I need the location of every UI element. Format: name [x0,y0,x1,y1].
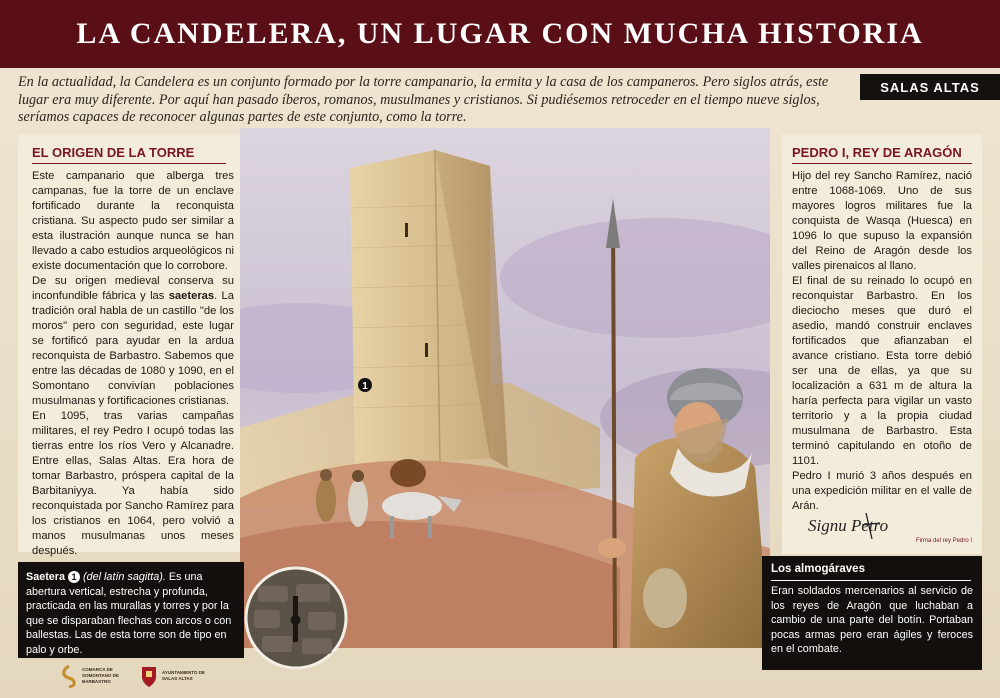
origin-paragraph: De su origen medieval conserva su inconfundible fábrica y las [32,275,234,302]
saetera-etymology: (del latín sagitta). [83,571,166,583]
saetera-marker [358,378,372,392]
signature-caption: Firma del rey Pedro I [916,538,973,544]
origin-title: EL ORIGEN DE LA TORRE [32,145,195,160]
signature-text: Signu Petro [808,516,889,535]
marker-number: 1 [362,381,368,392]
almogavares-box [762,556,982,670]
pedro-title: PEDRO I, REY DE ARAGÓN [792,145,962,160]
location-tag: SALAS ALTAS [860,74,1000,100]
salas-altas-label: AYUNTAMIENTO DE SALAS ALTAS [162,670,205,681]
almogavares-title: Los almogáraves [771,563,865,575]
salas-altas-shield-icon [140,664,158,688]
royal-signature [806,507,926,543]
saetera-box [18,562,244,658]
saetera-definition [26,570,236,657]
saetera-marker-badge: 1 [68,571,80,583]
origin-text [32,169,234,559]
origin-paragraph: Este campanario que alberga tres campanas, fue la torre de un enclave fortificado durante la reconquista cristiana. Su aspecto pudo ser similar a esta ilustración aunque nunca se han llevado a cabo estudios arqueológicos ni existe documentación que lo corrobore. [32,170,234,272]
somontano-emblem-icon [60,664,78,688]
origin-paragraph: . La tradición oral habla de un castillo "de los moros" pero con seguridad, este lugar se fortificó para ayudar en la ardua reconquista de Barbastro. Sabemos que entre las décadas de 1080 y 1090, en el Somontano convivían poblaciones musulmanas y fortificaciones cristianas. [32,290,234,407]
pedro-rule [792,163,972,164]
somontano-label: COMARCA DE SOMONTANO DE BARBASTRO [82,667,119,684]
saetera-text: Es una abertura vertical, estrecha y profunda, practicada en las murallas y torres y por la que se disparaban flechas con arcos o con ballestas. Las de esta torre son de tipo en palo y orbe. [26,571,232,656]
origin-paragraph: En 1095, tras varias campañas militares, el rey Pedro I ocupó todas las tierras entre los ríos Vero y Alcanadre. Entre ellas, Salas Altas. Era hora de tomar Barbastro, próspera capital de la Barbitaniyya. Ya había sido reconquistada por Sancho Ramírez para los cristianos en 1064, pero volvió a manos musulmanas unos meses después. [32,410,234,557]
saetera-photo [244,566,348,670]
pedro-paragraph: El final de su reinado lo ocupó en reconquistar Barbastro. En los dieciocho meses que duró el asedio, mandó construir enclaves fortificados que afianzaban el avance cristiano. Esta torre debió ser una de ellas, ya que su localización a 631 m de altura la haría perfecta para vigilar un vasto territorio y a la propia ciudad musulmana de Barbastro. Esta terminó capitulando en otoño de 1101. [792,275,972,467]
almogavares-text: Eran soldados mercenarios al servicio de los reyes de Aragón que luchaban a cambio de una parte del botín. Portaban pocas armas pero eran ágiles y feroces en el combate. [771,585,973,655]
pedro-paragraph: Hijo del rey Sancho Ramírez, nació entre 1068-1069. Uno de sus mayores logros militares fue la conquista de Wasqa (Huesca) en 1096 lo que supuso la expansión del Reino de Aragón desde los valles pirenaicos al llano. [792,170,972,272]
pedro-paragraph: Pedro I murió 3 años después en una expedición militar en el valle de Arán. [792,470,972,512]
almogavares-rule [771,580,971,581]
origin-rule [32,163,226,164]
intro-text: En la actualidad, la Candelera es un conjunto formado por la torre campanario, la ermita y la casa de los campaneros. Pero siglos atrás, este lugar era muy diferente. Por aquí han pasado íberos, romanos, musulmanes y cristianos. Si pudiésemos retroceder en el tiempo nueve siglos, seríamos capaces de reconocer algunas partes de este conjunto, como la torre. [18,74,829,125]
page-title: LA CANDELERA, UN LUGAR CON MUCHA HISTORIA [76,17,924,50]
salas-altas-logo [140,664,212,688]
somontano-logo [60,664,132,688]
pedro-text [792,169,972,514]
saetera-term: Saetera [26,571,66,583]
saeteras-term: saeteras [168,290,215,302]
tower [350,150,508,468]
title-banner [0,0,1000,68]
